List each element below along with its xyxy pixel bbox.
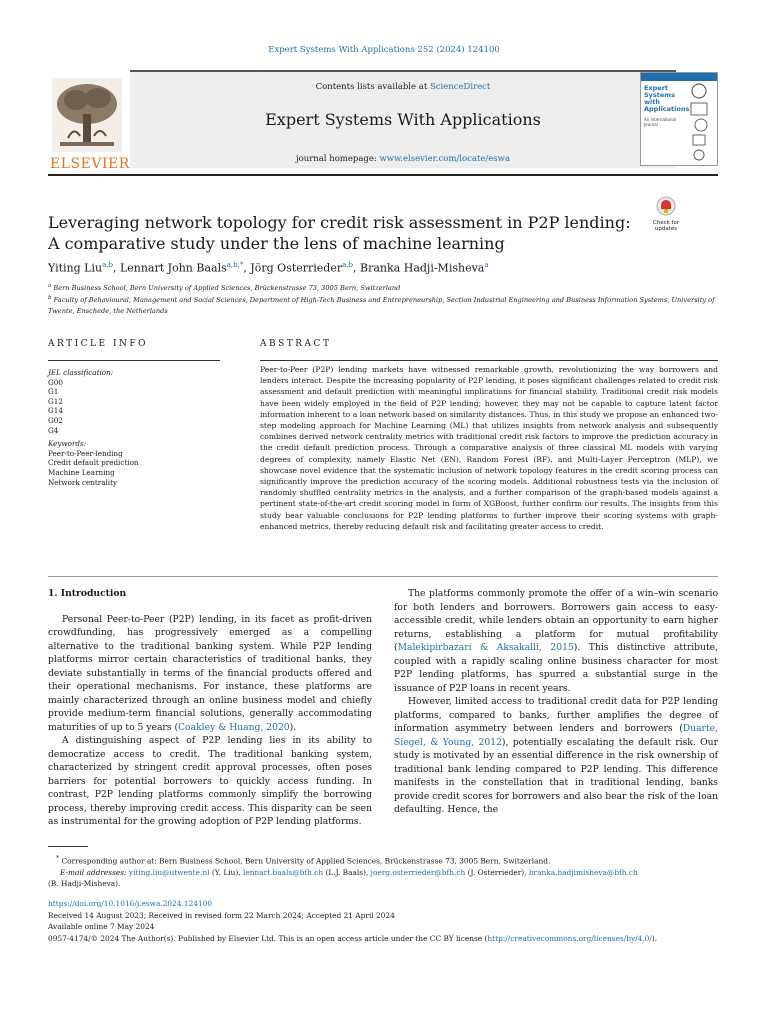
section-heading: 1. Introduction xyxy=(48,588,127,599)
footnote-rule xyxy=(48,846,88,847)
banner-rule xyxy=(48,174,718,176)
received-dates: Received 14 August 2023; Received in revised form 22 March 2024; Accepted 21 April 2024 xyxy=(48,910,395,920)
jel-code: G12 xyxy=(48,396,63,406)
jel-label: JEL classification: xyxy=(48,368,114,377)
journal-title: Expert Systems With Applications xyxy=(265,110,541,129)
jel-code: G02 xyxy=(48,415,63,425)
journal-cover-thumbnail xyxy=(640,72,718,166)
cover-title: Expert Systems with Applications xyxy=(644,84,690,113)
abstract-text: Peer-to-Peer (P2P) lending markets have witnessed remarkable growth, revolutionizing the way borrowers and lenders interact. Despite the increasing popularity of P2P lending, it poses significant challenges related to credit risk assessment and default prediction with meaningful implications for financial stability. Traditional credit risk models have been widely employed in the field of P2P lending; however, they may not be capable to capture latent factor information inherent to a loan network based on similarity distances. Thus, in this study we propose an enhanced two-step modeling approach for Machine Learning (ML) that utilizes insights from network analysis and subsequently combines derived network centrality metrics with traditional credit risk factors to improve the prediction accuracy in the credit default prediction process. Through a comparative analysis of three classical ML models with varying degrees of complexity, namely Elastic Net (EN), Random Forest (RF), and Multi-Layer Perceptron (MLP), we showcase novel evidence that the systematic inclusion of network topology features in the credit scoring process can significantly improve the prediction accuracy of the scoring models. Additional robustness tests via the inclusion of randomly shuffled centrality metrics in the analysis, and a further comparison of the graph-based models against a pertinent state-of-the-art credit scoring model in form of XGBoost, further confirm our results. The insights from this study bear valuable conclusions for P2P lending platforms to further improve their scoring systems with graph-enhanced metrics, thereby reducing default risk and facilitating greater access to credit. xyxy=(260,365,718,531)
jel-code: G4 xyxy=(48,425,59,435)
license-link[interactable]: http://creativecommons.org/licenses/by/4.0/ xyxy=(487,933,652,943)
keyword: Machine Learning xyxy=(48,467,115,477)
email-addresses: E-mail addresses: yiting.liu@utwente.nl (Y. Liu), lennart.baals@bfh.ch (L.J. Baals), joerg.osterrieder@bfh.ch (J. Osterrieder), branka.hadjimisheva@bfh.ch xyxy=(60,867,638,877)
cover-subtitle: An International Journal xyxy=(644,117,677,127)
email-link[interactable]: lennart.baals@bfh.ch xyxy=(243,867,324,877)
keyword: Credit default prediction xyxy=(48,458,139,468)
article-info-panel xyxy=(48,368,220,487)
article-info-rule xyxy=(48,360,220,361)
license-line: 0957-4174/© 2024 The Author(s). Published by Elsevier Ltd. This is an open access article under the CC BY license (http://creativecommons.org/licenses/by/4.0/). xyxy=(48,933,658,943)
abstract-heading: ABSTRACT xyxy=(260,339,332,349)
intro-paragraph-2: A distinguishing aspect of P2P lending lies in its ability to democratize access to credit. The traditional banking system, characterized by stringent credit approval processes, often poses barriers for potential borrowers to quickly access funding. In contrast, P2P lending platforms commonly simplify the borrowing process, thereby improving credit access. This disparity can be seen as instrumental for the growing adoption of P2P lending platforms. xyxy=(48,735,372,827)
publication-info xyxy=(48,898,728,944)
homepage-link[interactable]: www.elsevier.com/locate/eswa xyxy=(379,154,511,164)
corresponding-author-note: * Corresponding author at: Bern Business School, Bern University of Applied Sciences, Brückenstrasse 73, 3005 Bern, Switzerland. xyxy=(56,855,551,866)
email-tail: (B. Hadji-Misheva). xyxy=(48,879,121,889)
abstract-bottom-rule xyxy=(48,576,718,577)
check-updates-label: Check for updates xyxy=(652,220,680,232)
keywords-label: Keywords: xyxy=(48,439,87,449)
journal-reference[interactable]: Expert Systems With Applications 252 (2024) 124100 xyxy=(268,45,500,55)
jel-code: G1 xyxy=(48,387,59,397)
keyword: Peer-to-Peer-lending xyxy=(48,448,123,458)
article-title: Leveraging network topology for credit risk assessment in P2P lending: A comparative study under the lens of machine learning xyxy=(48,213,631,253)
homepage-line: journal homepage: www.elsevier.com/locate/eswa xyxy=(295,154,511,164)
contents-line: Contents lists available at ScienceDirect xyxy=(315,82,491,92)
citation-link[interactable]: Duarte, Siegel, & Young, 2012 xyxy=(394,723,718,748)
author-name[interactable]: Yiting Liu xyxy=(48,261,103,275)
email-link[interactable]: yiting.liu@utwente.nl xyxy=(128,867,210,877)
citation-link[interactable]: Malekipirbazari & Aksakalli, 2015 xyxy=(397,642,574,653)
author-name[interactable]: Branka Hadji-Misheva xyxy=(360,261,485,275)
doi-link[interactable]: https://doi.org/10.1016/j.eswa.2024.124100 xyxy=(48,899,213,908)
author-name[interactable]: Lennart John Baals xyxy=(119,261,227,275)
left-column xyxy=(48,587,372,829)
sciencedirect-link[interactable]: ScienceDirect xyxy=(429,82,491,92)
email-link[interactable]: branka.hadjimisheva@bfh.ch xyxy=(528,867,638,877)
footnote-block xyxy=(48,853,728,890)
affiliation-a: $^a$ Bern Business School, Bern University of Applied Sciences, Brückenstrasse 73, 3005 Bern, Switzerland xyxy=(48,283,401,293)
author-name[interactable]: Jörg Osterrieder xyxy=(250,261,343,275)
citation-link[interactable]: Coakley & Huang, 2020 xyxy=(178,721,290,733)
jel-code: G00 xyxy=(48,377,63,387)
elsevier-tree-logo xyxy=(48,76,130,172)
online-date: Available online 7 May 2024 xyxy=(48,922,155,931)
affiliation-b: $^b$ Faculty of Behavioural, Management and Social Sciences, Department of High-Tech Business and Entrepreneurship, Section Industrial Engineering and Business Information Systems, University of Twente, Enschede, the Netherlands xyxy=(48,295,715,316)
intro-paragraph-3: The platforms commonly promote the offer of a win–win scenario for both lenders and borrowers. Borrowers gain access to easy-accessible credit, while lenders obtain an opportunity to earn higher returns, establishing a platform for mutual profitability (Malekipirbazari & Aksakalli, 2015). This distinctive attribute, coupled with a rapidly scaling online business character for most P2P lending platforms, has spurred a substantial surge in the issuance of P2P loans in recent years. xyxy=(394,588,718,694)
abstract-rule xyxy=(260,360,718,361)
email-link[interactable]: joerg.osterrieder@bfh.ch xyxy=(370,867,466,877)
check-for-updates-badge[interactable] xyxy=(646,196,686,236)
intro-paragraph-1: Personal Peer-to-Peer (P2P) lending, in its facet as profit-driven crowdfunding, has progressively emerged as a compelling alternative to the traditional banking system. While P2P lending platforms mirror certain characteristics of traditional banks, they deviate substantially in terms of the financial products offered and their operational mechanisms. For instance, these platforms are mainly characterized through an online business model and chiefly provide medium-term financial solutions, generally accommodating maturities of up to 5 years (Coakley & Huang, 2020). xyxy=(48,613,372,733)
intro-paragraph-4: However, limited access to traditional credit data for P2P lending platforms, compared to banks, further amplifies the degree of information asymmetry between lenders and borrowers (Duarte, Siegel, & Young, 2012), potentially escalating the default risk. Our study is motivated by an essential difference in the risk ownership of traditional bank lending compared to P2P lending. This difference manifests in the constellation that in traditional lending, banks provide credit scores for borrowers and also bear the risk of the loan defaulting. Hence, the xyxy=(394,696,718,815)
check-updates-icon xyxy=(656,196,676,218)
keyword: Network centrality xyxy=(48,477,118,487)
journal-banner xyxy=(48,70,718,172)
publisher-wordmark: ELSEVIER xyxy=(50,156,130,172)
right-column xyxy=(394,587,718,817)
article-info-heading: ARTICLE INFO xyxy=(48,339,149,349)
jel-code: G14 xyxy=(48,406,63,416)
author-list: Yiting Liu$^{a,b}$, Lennart John Baals$^{a,b,*}$, Jörg Osterrieder$^{a,b}$, Branka Hadji-Misheva$^a$ xyxy=(48,261,489,275)
banner-center xyxy=(130,70,676,168)
